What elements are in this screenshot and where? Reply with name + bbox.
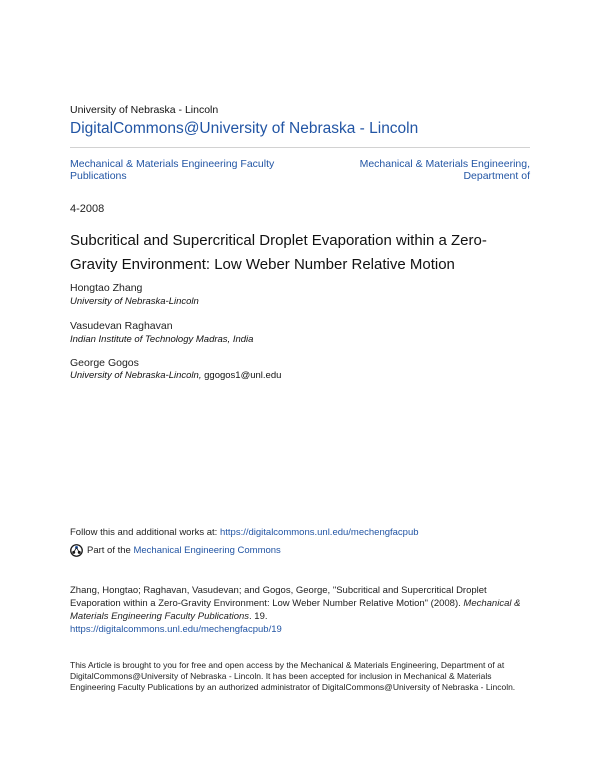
network-icon: [70, 544, 83, 557]
author-affiliation: University of Nebraska-Lincoln: [70, 296, 199, 307]
commons-link[interactable]: Mechanical Engineering Commons: [133, 545, 281, 556]
author-name: Vasudevan Raghavan: [70, 320, 173, 332]
citation-url-link[interactable]: https://digitalcommons.unl.edu/mechengfacpub/19: [70, 624, 282, 635]
series-link-faculty-publications[interactable]: Mechanical & Materials Engineering Faculty Publications: [70, 158, 275, 182]
part-of-line: [70, 544, 281, 557]
author-affiliation: Indian Institute of Technology Madras, India: [70, 334, 254, 345]
recommended-citation: [70, 584, 540, 636]
follow-url-link[interactable]: https://digitalcommons.unl.edu/mechengfacpub: [219, 527, 419, 538]
access-notice: This Article is brought to you for free and open access by the Mechanical & Materials Engineering, Department of at DigitalCommons@University of Nebraska - Lincoln. It has been accepted for inclusion in Mechanical & Materials Engineering Faculty Publications by an authorized administrator of DigitalCommons@University of Nebraska - Lincoln.: [70, 660, 516, 692]
author-affiliation: University of Nebraska-Lincoln: [70, 370, 199, 381]
citation-journal: Mechanical & Materials Engineering Faculty Publications: [70, 598, 521, 622]
series-link-department[interactable]: Mechanical & Materials Engineering, Department of: [359, 158, 530, 182]
follow-prefix: Follow this and additional works at:: [70, 527, 220, 538]
institution-name: University of Nebraska - Lincoln: [70, 104, 219, 116]
part-of-prefix: Part of the: [87, 545, 134, 556]
author-name: George Gogos: [70, 357, 139, 369]
follow-line: [70, 527, 419, 538]
repository-link[interactable]: DigitalCommons@University of Nebraska - Lincoln: [70, 120, 419, 137]
publication-date: 4-2008: [70, 203, 105, 215]
author-name: Hongtao Zhang: [70, 282, 143, 294]
author-affiliation-line: University of Nebraska-Lincoln, ggogos1@unl.edu: [70, 370, 282, 381]
header-divider: [70, 147, 530, 148]
author-email: ggogos1@unl.edu: [204, 370, 282, 381]
article-title: Subcritical and Supercritical Droplet Evaporation within a Zero-Gravity Environment: Low Weber Number Relative Motion: [70, 232, 487, 273]
citation-text: Zhang, Hongtao; Raghavan, Vasudevan; and Gogos, George, "Subcritical and Supercritical Droplet Evaporation within a Zero-Gravity Environment: Low Weber Number Relative Motion" (2008).: [70, 585, 487, 609]
citation-suffix: . 19.: [249, 611, 268, 622]
